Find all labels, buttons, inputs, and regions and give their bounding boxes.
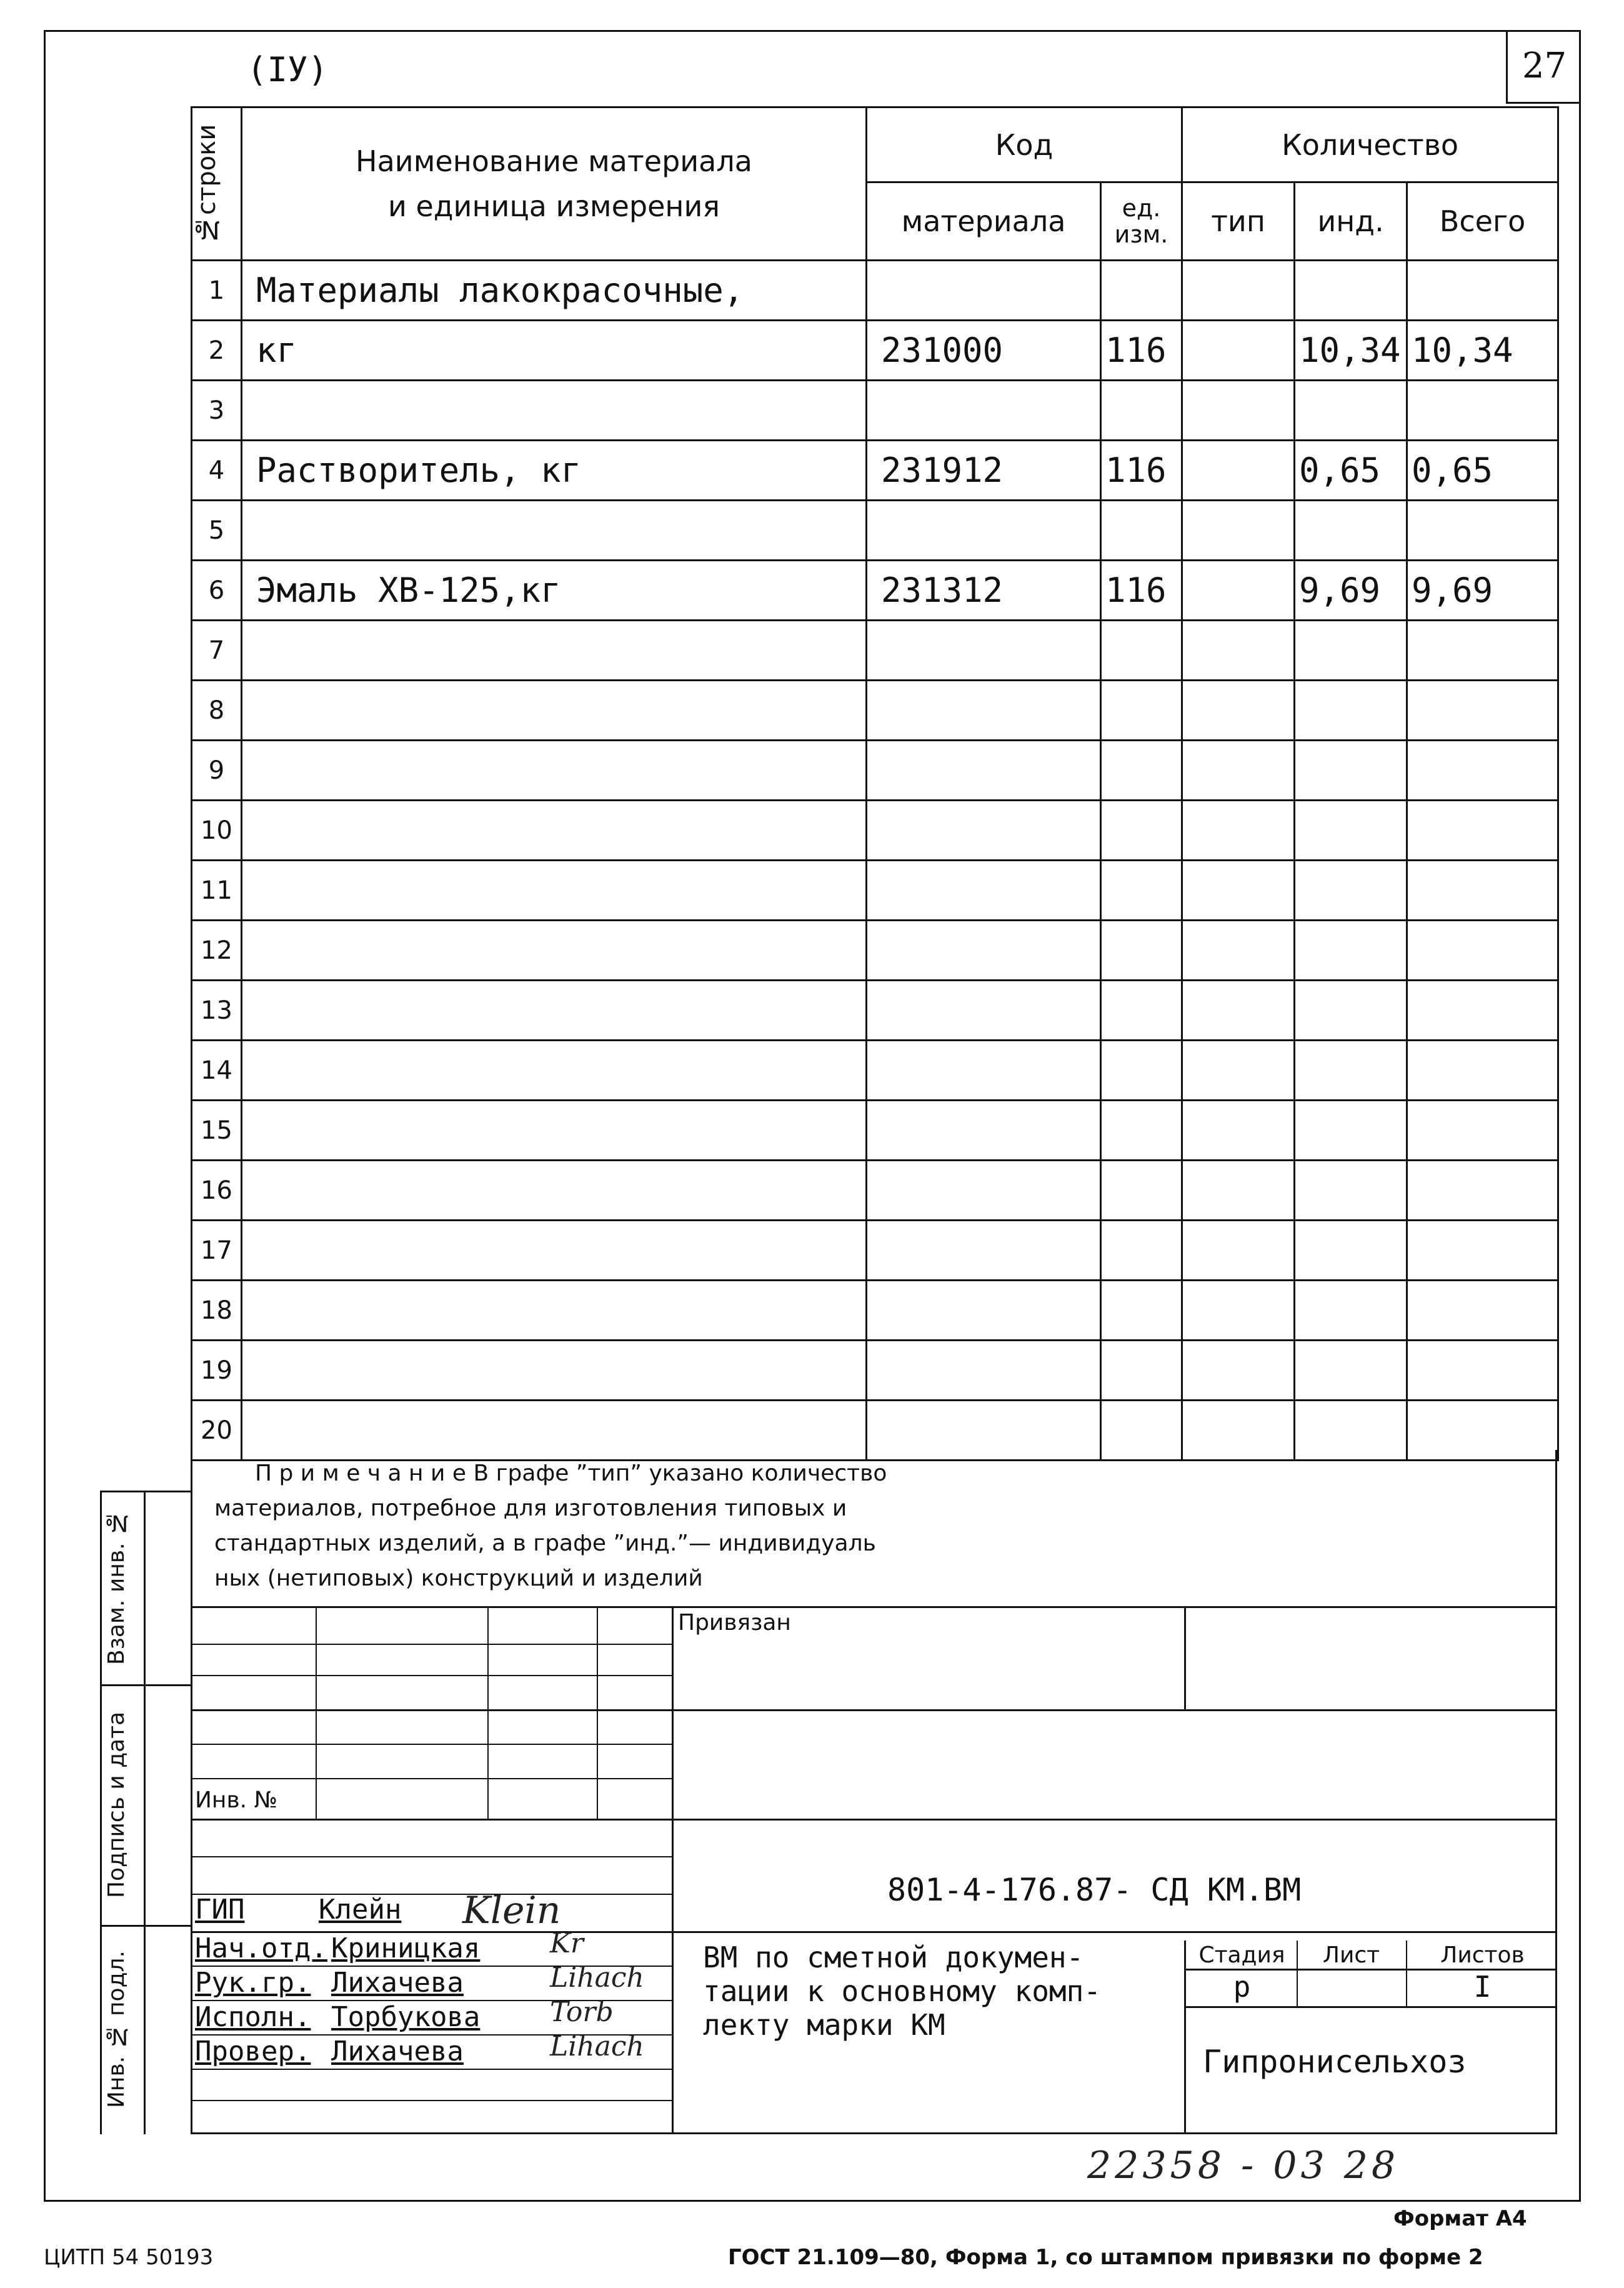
document-title: ВМ по сметной докумен- тации к основному комп- лекту марки КМ <box>703 1941 1101 2042</box>
row-unit-cell <box>1101 1281 1182 1341</box>
handwritten-signature: Lihach <box>550 2031 644 2062</box>
table-row <box>192 1041 1558 1101</box>
table-row <box>192 921 1558 981</box>
row-total-cell <box>1407 981 1558 1041</box>
row-name-cell: кг <box>242 321 867 381</box>
table-row <box>192 381 1558 441</box>
row-type-cell <box>1182 801 1295 861</box>
row-code-cell: 231312 <box>867 561 1101 621</box>
row-name-cell <box>242 1221 867 1281</box>
row-unit-cell <box>1101 741 1182 801</box>
row-name-cell <box>242 741 867 801</box>
row-unit-cell <box>1101 981 1182 1041</box>
row-ind-cell <box>1295 861 1407 921</box>
row-ind-cell <box>1295 1341 1407 1401</box>
row-number-cell: 4 <box>192 441 242 501</box>
row-type-cell <box>1182 1101 1295 1161</box>
row-number-cell: 15 <box>192 1101 242 1161</box>
sheets-label: Листов <box>1440 1942 1525 1968</box>
handwritten-signature: Torb <box>550 1996 614 2028</box>
handwritten-signature: Kr <box>550 1927 584 1959</box>
row-unit-cell <box>1101 1221 1182 1281</box>
row-type-cell <box>1182 261 1295 321</box>
row-name-cell <box>242 981 867 1041</box>
row-number-cell: 20 <box>192 1401 242 1461</box>
row-type-cell <box>1182 861 1295 921</box>
row-unit-cell <box>1101 1161 1182 1221</box>
note-line: стандартных изделий, а в графе ”инд.”— индивидуаль <box>214 1531 876 1556</box>
row-ind-cell <box>1295 921 1407 981</box>
row-total-cell <box>1407 1101 1558 1161</box>
row-total-cell <box>1407 501 1558 561</box>
format-label: Формат А4 <box>1393 2206 1527 2231</box>
page-number: 27 <box>1506 30 1581 104</box>
row-number-cell: 7 <box>192 621 242 681</box>
row-code-cell <box>867 1101 1101 1161</box>
header-code-material: материала <box>867 182 1101 261</box>
row-ind-cell <box>1295 501 1407 561</box>
table-row <box>192 981 1558 1041</box>
section-label: (IУ) <box>247 50 329 89</box>
row-total-cell <box>1407 1221 1558 1281</box>
row-number-cell: 1 <box>192 261 242 321</box>
stamp-role: Рук.гр. <box>195 1967 311 1999</box>
row-number-cell: 5 <box>192 501 242 561</box>
row-unit-cell <box>1101 681 1182 741</box>
stamp-person-name: Клейн <box>319 1894 402 1926</box>
row-number-cell: 19 <box>192 1341 242 1401</box>
row-code-cell: 231912 <box>867 441 1101 501</box>
row-ind-cell <box>1295 1101 1407 1161</box>
inv-no-label: Инв. № <box>195 1787 278 1813</box>
row-unit-cell <box>1101 801 1182 861</box>
row-name-cell: Растворитель, кг <box>242 441 867 501</box>
row-type-cell <box>1182 501 1295 561</box>
label-inv-podl: Инв. № подл. <box>104 1951 129 2109</box>
row-number-cell: 2 <box>192 321 242 381</box>
row-name-cell <box>242 801 867 861</box>
sheet-label: Лист <box>1322 1942 1380 1968</box>
row-unit-cell <box>1101 1101 1182 1161</box>
row-type-cell <box>1182 1281 1295 1341</box>
header-qty-ind: инд. <box>1295 182 1407 261</box>
row-ind-cell <box>1295 801 1407 861</box>
stamp-person-name: Лихачева <box>331 1967 464 1999</box>
row-total-cell <box>1407 861 1558 921</box>
side-strip-line <box>144 1491 146 2134</box>
row-unit-cell: 116 <box>1101 321 1182 381</box>
table-row <box>192 441 1558 501</box>
row-number-cell: 8 <box>192 681 242 741</box>
stamp-person-name: Торбукова <box>331 2001 481 2033</box>
row-total-cell <box>1407 261 1558 321</box>
row-code-cell <box>867 861 1101 921</box>
row-name-cell <box>242 921 867 981</box>
row-ind-cell <box>1295 1161 1407 1221</box>
footer-left: ЦИТП 54 50193 <box>44 2245 214 2270</box>
row-ind-cell <box>1295 621 1407 681</box>
row-name-cell: Эмаль ХВ-125,кг <box>242 561 867 621</box>
row-total-cell: 0,65 <box>1407 441 1558 501</box>
row-unit-cell <box>1101 261 1182 321</box>
table-row <box>192 561 1558 621</box>
note-line: П р и м е ч а н и е В графе ”тип” указано количество <box>255 1461 887 1486</box>
stamp-role: ГИП <box>195 1894 245 1926</box>
handwritten-signature: Lihach <box>550 1962 644 1994</box>
row-total-cell <box>1407 921 1558 981</box>
row-code-cell <box>867 621 1101 681</box>
row-ind-cell <box>1295 261 1407 321</box>
row-number-cell: 6 <box>192 561 242 621</box>
row-number-cell: 12 <box>192 921 242 981</box>
row-code-cell <box>867 801 1101 861</box>
row-number-cell: 9 <box>192 741 242 801</box>
row-type-cell <box>1182 1341 1295 1401</box>
row-name-cell <box>242 1161 867 1221</box>
stamp-role: Провер. <box>195 2036 311 2067</box>
row-unit-cell <box>1101 1341 1182 1401</box>
row-number-cell: 17 <box>192 1221 242 1281</box>
table-row <box>192 861 1558 921</box>
row-total-cell <box>1407 741 1558 801</box>
row-type-cell <box>1182 921 1295 981</box>
stamp-role: Нач.отд. <box>195 1932 327 1964</box>
header-quantity: Количество <box>1182 107 1558 182</box>
row-code-cell <box>867 261 1101 321</box>
header-qty-total: Всего <box>1407 182 1558 261</box>
row-type-cell <box>1182 621 1295 681</box>
row-ind-cell <box>1295 1281 1407 1341</box>
document-designation: 801-4-176.87- СД КМ.ВМ <box>887 1872 1302 1908</box>
table-row <box>192 261 1558 321</box>
header-code: Код <box>867 107 1182 182</box>
row-code-cell <box>867 1161 1101 1221</box>
row-code-cell <box>867 921 1101 981</box>
row-name-cell <box>242 621 867 681</box>
materials-table <box>191 106 1559 1461</box>
row-name-cell <box>242 861 867 921</box>
side-strip-line <box>100 1491 102 2134</box>
row-total-cell: 9,69 <box>1407 561 1558 621</box>
row-name-cell <box>242 1101 867 1161</box>
stage-value: р <box>1233 1970 1251 2004</box>
stage-label: Стадия <box>1198 1942 1285 1968</box>
row-type-cell <box>1182 981 1295 1041</box>
row-ind-cell <box>1295 681 1407 741</box>
stamp-person-name: Криницкая <box>331 1932 481 1964</box>
row-ind-cell: 0,65 <box>1295 441 1407 501</box>
row-total-cell <box>1407 681 1558 741</box>
row-unit-cell <box>1101 921 1182 981</box>
row-unit-cell <box>1101 381 1182 441</box>
table-row <box>192 1161 1558 1221</box>
row-name-cell <box>242 1341 867 1401</box>
row-name-cell <box>242 1281 867 1341</box>
row-total-cell <box>1407 621 1558 681</box>
table-row <box>192 501 1558 561</box>
label-podpis-data: Подпись и дата <box>104 1711 129 1898</box>
row-ind-cell: 9,69 <box>1295 561 1407 621</box>
row-total-cell <box>1407 1341 1558 1401</box>
sheets-value: I <box>1473 1970 1492 2004</box>
row-ind-cell <box>1295 741 1407 801</box>
footer-right: ГОСТ 21.109—80, Форма 1, со штампом привязки по форме 2 <box>728 2245 1483 2270</box>
row-code-cell <box>867 1221 1101 1281</box>
header-name: Наименование материала и единица измерения <box>242 107 867 261</box>
table-row <box>192 1281 1558 1341</box>
row-ind-cell <box>1295 381 1407 441</box>
row-ind-cell <box>1295 1041 1407 1101</box>
note-block <box>191 1450 1557 1606</box>
row-name-cell <box>242 1041 867 1101</box>
row-code-cell <box>867 501 1101 561</box>
row-code-cell <box>867 1341 1101 1401</box>
row-unit-cell: 116 <box>1101 441 1182 501</box>
row-number-cell: 10 <box>192 801 242 861</box>
table-row <box>192 321 1558 381</box>
organization-name: Гипронисельхоз <box>1203 2044 1467 2080</box>
row-type-cell <box>1182 1041 1295 1101</box>
row-number-cell: 14 <box>192 1041 242 1101</box>
row-ind-cell: 10,34 <box>1295 321 1407 381</box>
stamp-person-name: Лихачева <box>331 2036 464 2067</box>
row-total-cell <box>1407 801 1558 861</box>
row-type-cell <box>1182 1221 1295 1281</box>
row-total-cell: 10,34 <box>1407 321 1558 381</box>
table-row <box>192 741 1558 801</box>
row-code-cell <box>867 1281 1101 1341</box>
row-code-cell: 231000 <box>867 321 1101 381</box>
row-unit-cell <box>1101 1041 1182 1101</box>
row-type-cell <box>1182 681 1295 741</box>
note-line: ных (нетиповых) конструкций и изделий <box>214 1566 703 1591</box>
row-number-cell: 11 <box>192 861 242 921</box>
handwritten-signature: Klein <box>462 1889 561 1932</box>
stamp-role: Исполн. <box>195 2001 311 2033</box>
row-code-cell <box>867 681 1101 741</box>
row-code-cell <box>867 741 1101 801</box>
row-unit-cell: 116 <box>1101 561 1182 621</box>
note-line: материалов, потребное для изготовления типовых и <box>214 1496 847 1521</box>
row-name-cell <box>242 381 867 441</box>
header-code-unit: ед. изм. <box>1101 182 1182 261</box>
row-type-cell <box>1182 741 1295 801</box>
row-unit-cell <box>1101 501 1182 561</box>
table-row <box>192 801 1558 861</box>
header-qty-type: тип <box>1182 182 1295 261</box>
row-name-cell: Материалы лакокрасочные, <box>242 261 867 321</box>
table-row <box>192 681 1558 741</box>
label-vzam-inv: Взам. инв. № <box>104 1510 129 1665</box>
row-number-cell: 18 <box>192 1281 242 1341</box>
row-type-cell <box>1182 441 1295 501</box>
header-row-no: №строки <box>192 107 242 261</box>
row-name-cell <box>242 501 867 561</box>
table-row <box>192 621 1558 681</box>
row-type-cell <box>1182 321 1295 381</box>
archive-number: 22358 - 03 28 <box>1087 2144 1400 2187</box>
row-code-cell <box>867 381 1101 441</box>
row-type-cell <box>1182 1161 1295 1221</box>
row-total-cell <box>1407 1161 1558 1221</box>
row-ind-cell <box>1295 981 1407 1041</box>
table-row <box>192 1341 1558 1401</box>
row-total-cell <box>1407 381 1558 441</box>
privyazan-label: Привязан <box>678 1610 791 1636</box>
row-ind-cell <box>1295 1221 1407 1281</box>
table-row <box>192 1221 1558 1281</box>
row-number-cell: 3 <box>192 381 242 441</box>
row-type-cell <box>1182 561 1295 621</box>
row-number-cell: 13 <box>192 981 242 1041</box>
row-unit-cell <box>1101 621 1182 681</box>
table-row <box>192 1101 1558 1161</box>
row-number-cell: 16 <box>192 1161 242 1221</box>
row-code-cell <box>867 1041 1101 1101</box>
row-unit-cell <box>1101 861 1182 921</box>
row-total-cell <box>1407 1041 1558 1101</box>
row-total-cell <box>1407 1281 1558 1341</box>
row-code-cell <box>867 981 1101 1041</box>
row-type-cell <box>1182 381 1295 441</box>
row-name-cell <box>242 681 867 741</box>
